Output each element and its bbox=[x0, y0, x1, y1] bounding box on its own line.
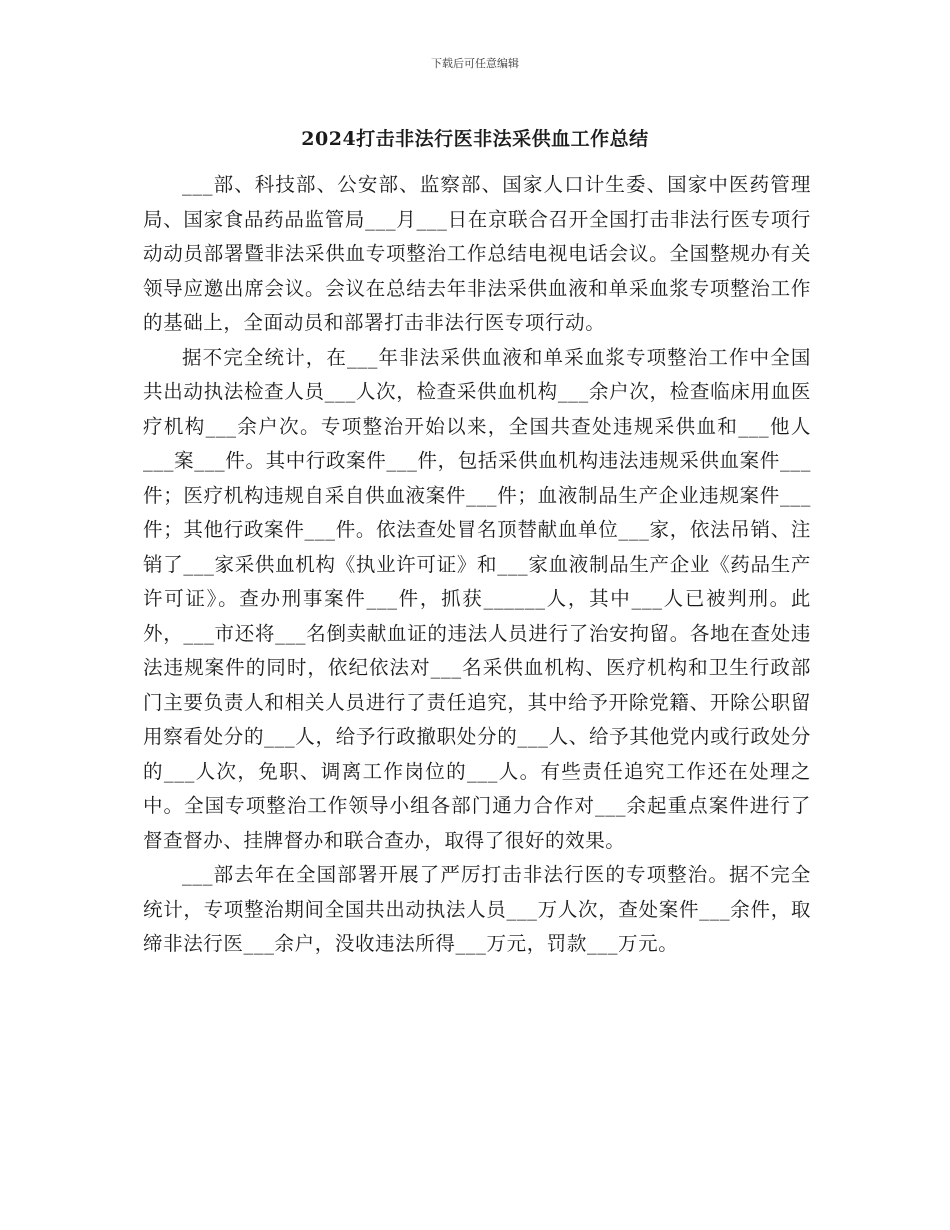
document-body bbox=[143, 168, 811, 962]
paragraph-meeting: ___部、科技部、公安部、监察部、国家人口计生委、国家中医药管理局、国家食品药品监管局___月___日在京联合召开全国打击非法行医专项行动动员部署暨非法采供血专项整治工作总结电视电话会议。全国整规办有关领导应邀出席会议。会议在总结去年非法采供血液和单采血浆专项整治工作的基础上，全面动员和部署打击非法行医专项行动。 bbox=[143, 173, 811, 334]
paragraph-illegal-practice: ___部去年在全国部署开展了严厉打击非法行医的专项整治。据不完全统计，专项整治期间全国共出动执法人员___万人次，查处案件___余件，取缔非法行医___余户，没收违法所得___万元，罚款___万元。 bbox=[143, 863, 811, 955]
download-note: 下载后可任意编辑 bbox=[431, 57, 519, 70]
paragraph-statistics: 据不完全统计，在___年非法采供血液和单采血浆专项整治工作中全国共出动执法检查人员___人次，检查采供血机构___余户次，检查临床用血医疗机构___余户次。专项整治开始以来，全国共查处违规采供血和___他人___案___件。其中行政案件___件，包括采供血机构违法违规采供血案件___件；医疗机构违规自采自供血液案件___件；血液制品生产企业违规案件___件；其他行政案件___件。依法查处冒名顶替献血单位___家，依法吊销、注销了___家采供血机构《执业许可证》和___家血液制品生产企业《药品生产许可证》。查办刑事案件___件，抓获______人，其中___人已被判刑。此外，___市还将___名倒卖献血证的违法人员进行了治安拘留。各地在查处违法违规案件的同时，依纪依法对___名采供血机构、医疗机构和卫生行政部门主要负责人和相关人员进行了责任追究，其中给予开除党籍、开除公职留用察看处分的___人，给予行政撤职处分的___人、给予其他党内或行政处分的___人次，免职、调离工作岗位的___人。有些责任追究工作还在处理之中。全国专项整治工作领导小组各部门通力合作对___余起重点案件进行了督查督办、挂牌督办和联合查办，取得了很好的效果。 bbox=[143, 345, 811, 852]
document-title: 2024打击非法行医非法采供血工作总结 bbox=[301, 128, 649, 150]
